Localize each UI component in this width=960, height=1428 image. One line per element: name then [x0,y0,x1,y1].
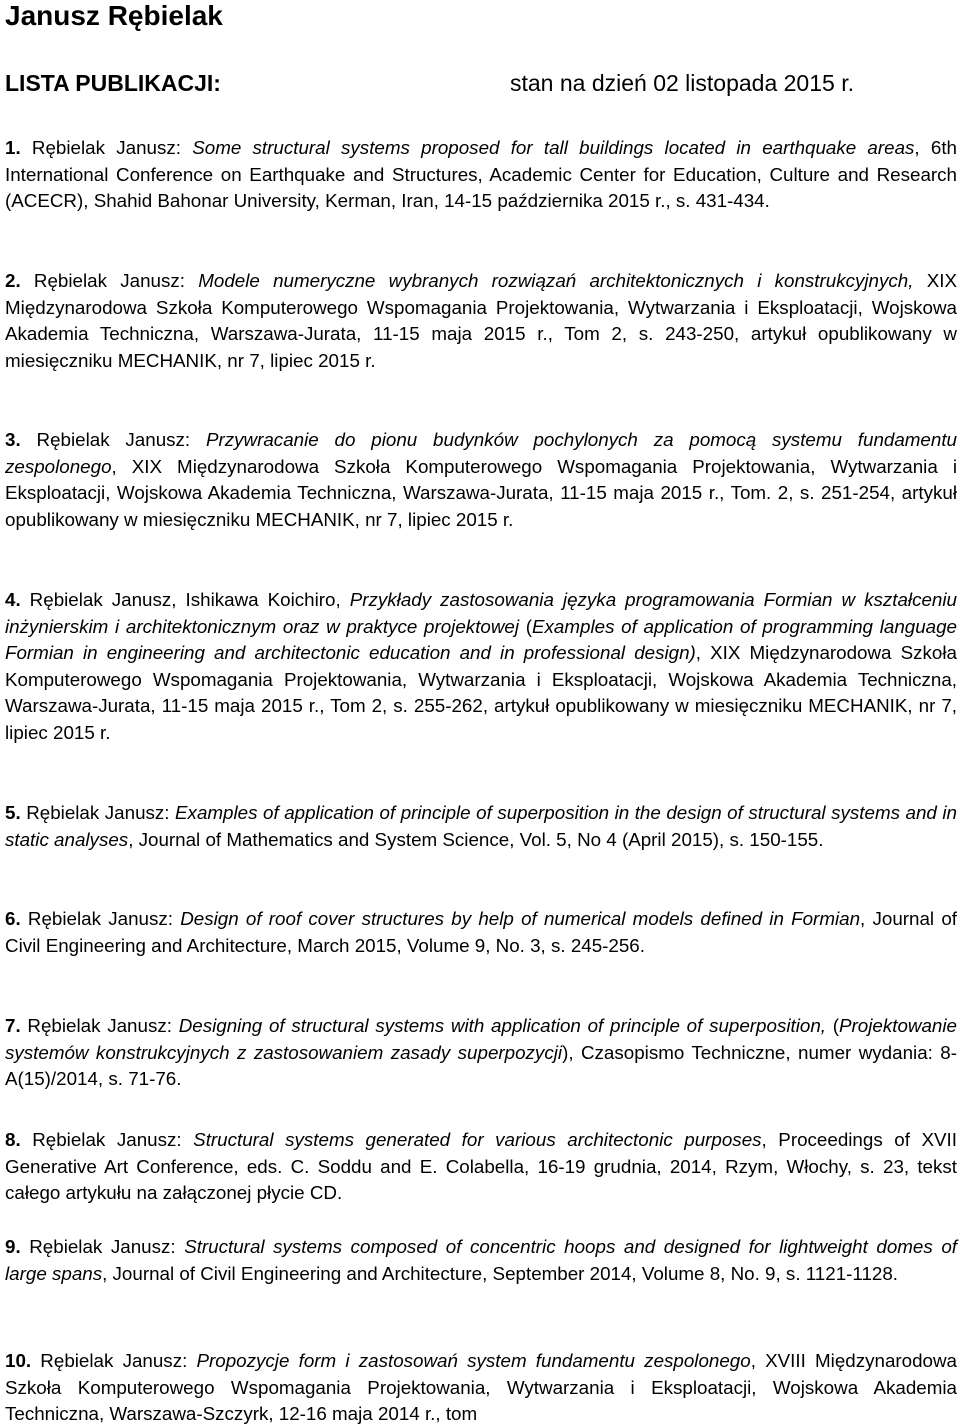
publication-entry [5,1013,957,1093]
entry-number: 5. [5,802,21,823]
entry-number: 1. [5,137,21,158]
publication-entry [5,1234,957,1287]
entry-authors: Rębielak Janusz: [20,908,181,929]
entry-authors: Rębielak Janusz: [20,270,199,291]
entry-paren: ( [519,615,532,637]
entry-details: , 6th International Conference on Earthquake and Structures, Academic Center for Education, Culture and Research (ACECR), Shahid Bahonar University, Kerman, Iran, 14-15 października 2015 r., s. 431-434. [5,137,957,212]
entry-authors: Rębielak Janusz: [20,137,193,158]
entry-number: 3. [5,429,21,450]
entry-authors: Rębielak Janusz: [31,1350,197,1371]
entry-paren: ( [826,1015,840,1036]
author-name: Janusz Rębielak [5,0,223,31]
entry-title: Przywracanie do pionu budynków pochylonych za pomocą systemu fundamentu zespolonego [5,429,957,477]
entry-details: , XIX Międzynarodowa Szkoła Komputerowego Wspomagania Projektowania, Wytwarzania i Eksploatacji, Wojskowa Akademia Techniczna, Warszawa-Jurata, 11-15 maja 2015 r., Tom 2, s. 255-262, artykuł opublikowany w miesięczniku MECHANIK, nr 7, lipiec 2015 r. [5,642,957,743]
entry-number: 2. [5,270,21,291]
entry-title: Przykłady zastosowania języka programowania Formian w kształceniu inżynierskim i architektonicznym oraz w praktyce projektowej [5,589,957,637]
entry-number: 10. [5,1350,32,1371]
entry-number: 6. [5,908,21,929]
as-of-date: stan na dzień 02 listopada 2015 r. [510,70,854,96]
entry-details: ), Czasopismo Techniczne, numer wydania: 8-A(15)/2014, s. 71-76. [5,1041,957,1090]
entry-title: Structural systems generated for various architectonic purposes [193,1129,762,1150]
entry-title: Designing of structural systems with application of principle of superposition, [178,1015,827,1036]
entry-details: XIX Międzynarodowa Szkoła Komputerowego Wspomagania Projektowania, Wytwarzania i Eksploatacji, Wojskowa Akademia Techniczna, Warszawa-Jurata, 11-15 maja 2015 r., Tom 2, s. 243-250, artykuł opublikowany w miesięczniku MECHANIK, nr 7, lipiec 2015 r. [5,270,957,371]
entry-number: 4. [5,589,21,610]
entry-number: 7. [5,1015,21,1036]
entry-authors: Rębielak Janusz: [20,429,206,450]
entry-authors: Rębielak Janusz: [20,1015,179,1036]
entry-title: Some structural systems proposed for tall buildings located in earthquake areas [192,137,915,158]
entry-authors: Rębielak Janusz: [20,1236,185,1257]
publication-list-heading: LISTA PUBLIKACJI: [5,70,221,96]
publication-entry [5,1348,957,1428]
entry-details: , Journal of Mathematics and System Science, Vol. 5, No 4 (April 2015), s. 150-155. [128,828,824,850]
entry-details: , Journal of Civil Engineering and Architecture, September 2014, Volume 8, No. 9, s. 1121-1128. [102,1262,898,1284]
publication-entry [5,1127,957,1207]
entry-title: Modele numeryczne wybranych rozwiązań architektonicznych i konstrukcyjnych, [198,270,914,291]
entry-title: Design of roof cover structures by help of numerical models defined in Formian [180,908,861,929]
entry-number: 8. [5,1129,21,1150]
entry-details: , XIX Międzynarodowa Szkoła Komputerowego Wspomagania Projektowania, Wytwarzania i Eksploatacji, Wojskowa Akademia Techniczna, Warszawa-Jurata, 11-15 maja 2015 r., Tom. 2, s. 251-254, artykuł opublikowany w miesięczniku MECHANIK, nr 7, lipiec 2015 r. [5,455,957,530]
entry-polish-title: Projektowanie systemów konstrukcyjnych z zastosowaniem zasady superpozycji [5,1015,957,1063]
publication-entry [5,800,957,853]
publication-entry [5,427,957,533]
entry-authors: Rębielak Janusz, Ishikawa Koichiro, [20,589,350,610]
entry-details: , XVIII Międzynarodowa Szkoła Komputerowego Wspomagania Projektowania, Wytwarzania i Eksploatacji, Wojskowa Akademia Techniczna, Warszawa-Szczyrk, 12-16 maja 2014 r., tom [5,1350,957,1425]
entry-title: Structural systems composed of concentric hoops and designed for lightweight domes of large spans [5,1236,957,1284]
publication-entry [5,906,957,959]
entry-english-title: Examples of application of programming language Formian in engineering and architectonic education and in professional design) [5,615,957,664]
entry-details: , Proceedings of XVII Generative Art Conference, eds. C. Soddu and E. Colabella, 16-19 grudnia, 2014, Rzym, Włochy, s. 23, tekst całego artykułu na załączonej płycie CD. [5,1129,957,1204]
entry-authors: Rębielak Janusz: [20,802,176,823]
entry-details: , Journal of Civil Engineering and Architecture, March 2015, Volume 9, No. 3, s. 245-256. [5,908,957,956]
entry-title: Propozycje form i zastosowań system fundamentu zespolonego [196,1350,751,1371]
publication-entry [5,268,957,374]
publication-entry [5,135,957,215]
publication-entry [5,587,957,747]
entry-title: Examples of application of principle of superposition in the design of structural systems and in static analyses [5,802,957,850]
entry-number: 9. [5,1236,21,1257]
entry-authors: Rębielak Janusz: [20,1129,194,1150]
